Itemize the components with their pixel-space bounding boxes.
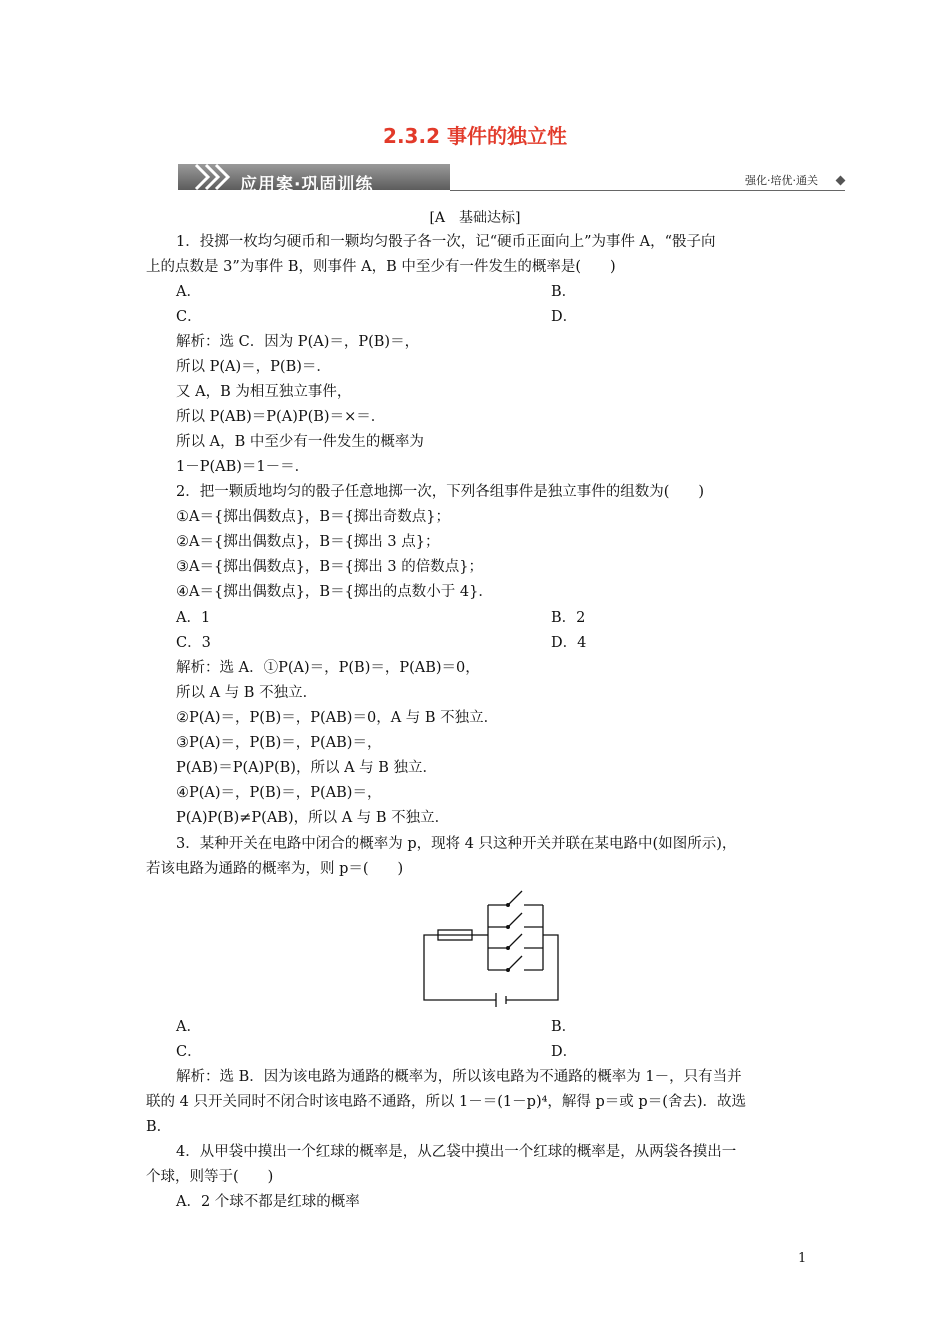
banner-tagline: 强化·培优·通关 xyxy=(745,174,818,187)
question-3-option-d: D． xyxy=(551,1044,578,1060)
solution-2-line-2: 所以 A 与 B 不独立． xyxy=(176,685,318,701)
circuit-diagram xyxy=(416,877,560,1007)
question-1-option-c: C． xyxy=(176,309,202,325)
question-3-line-1: 3．某种开关在电路中闭合的概率为 p，现将 4 只这种开关并联在某电路中(如图所示)， xyxy=(176,836,737,852)
solution-2-line-3: ②P(A)＝，P(B)＝，P(AB)＝0，A 与 B 不独立． xyxy=(176,710,499,726)
question-2-option-b: B．2 xyxy=(551,610,586,626)
question-4-line-1: 4．从甲袋中摸出一个红球的概率是，从乙袋中摸出一个红球的概率是，从两袋各摸出一 xyxy=(176,1144,737,1160)
solution-3-line-3: B． xyxy=(146,1119,172,1135)
diamond-icon xyxy=(836,176,846,186)
solution-1-line-6: 1－P(AB)＝1－＝． xyxy=(176,459,310,475)
question-2-option-c: C．3 xyxy=(176,635,211,651)
question-1-option-a: A． xyxy=(176,284,201,300)
question-1-line-2: 上的点数是 3”为事件 B，则事件 A，B 中至少有一件发生的概率是( ) xyxy=(146,259,616,275)
banner-divider xyxy=(450,190,845,191)
solution-3-line-2: 联的 4 只开关同时不闭合时该电路不通路，所以 1－＝(1－p)⁴，解得 p＝或 p＝(舍去)．故选 xyxy=(146,1094,747,1110)
solution-3-line-1: 解析：选 B．因为该电路为通路的概率为，所以该电路为不通路的概率为 1－，只有当并 xyxy=(176,1069,742,1085)
question-2-line-1: 2．把一颗质地均匀的骰子任意地掷一次，下列各组事件是独立事件的组数为( ) xyxy=(176,484,705,500)
solution-2-line-6: ④P(A)＝，P(B)＝，P(AB)＝， xyxy=(176,785,382,801)
solution-1-line-5: 所以 A，B 中至少有一件发生的概率为 xyxy=(176,434,424,450)
question-3-option-c: C． xyxy=(176,1044,202,1060)
solution-2-line-1: 解析：选 A．①P(A)＝，P(B)＝，P(AB)＝0， xyxy=(176,660,480,676)
question-4-option-a: A．2 个球不都是红球的概率 xyxy=(176,1194,360,1210)
banner-bar xyxy=(178,164,450,195)
question-1-option-b: B． xyxy=(551,284,577,300)
solution-1-line-4: 所以 P(AB)＝P(A)P(B)＝×＝． xyxy=(176,409,386,425)
section-heading: [A 基础达标] xyxy=(429,210,521,226)
solution-2-line-7: P(A)P(B)≠P(AB)，所以 A 与 B 不独立． xyxy=(176,810,450,826)
banner-title: 应用案·巩固训练 xyxy=(240,175,374,195)
page-title: 2.3.2 事件的独立性 xyxy=(383,124,567,148)
section-banner xyxy=(178,160,848,196)
question-4-line-2: 个球，则等于( ) xyxy=(146,1169,274,1185)
solution-1-line-2: 所以 P(A)＝，P(B)＝． xyxy=(176,359,331,375)
question-1-line-1: 1．投掷一枚均匀硬币和一颗均匀骰子各一次，记“硬币正面向上”为事件 A，“骰子向 xyxy=(176,234,716,250)
question-2-item-2: ②A＝{掷出偶数点}，B＝{掷出 3 点}； xyxy=(176,534,440,550)
question-1-option-d: D． xyxy=(551,309,578,325)
question-2-item-1: ①A＝{掷出偶数点}，B＝{掷出奇数点}； xyxy=(176,509,451,525)
question-2-option-d: D．4 xyxy=(551,635,587,651)
solution-1-line-1: 解析：选 C．因为 P(A)＝，P(B)＝， xyxy=(176,334,420,350)
solution-2-line-5: P(AB)＝P(A)P(B)，所以 A 与 B 独立． xyxy=(176,760,438,776)
question-3-option-a: A． xyxy=(176,1019,201,1035)
question-2-item-3: ③A＝{掷出偶数点}，B＝{掷出 3 的倍数点}； xyxy=(176,559,483,575)
solution-1-line-3: 又 A，B 为相互独立事件， xyxy=(176,384,352,400)
question-2-option-a: A．1 xyxy=(176,610,211,626)
question-2-item-4: ④A＝{掷出偶数点}，B＝{掷出的点数小于 4}． xyxy=(176,584,493,600)
solution-2-line-4: ③P(A)＝，P(B)＝，P(AB)＝， xyxy=(176,735,382,751)
question-3-option-b: B． xyxy=(551,1019,577,1035)
question-3-line-2: 若该电路为通路的概率为，则 p＝( ) xyxy=(146,861,404,877)
page-number: 1 xyxy=(798,1251,807,1266)
